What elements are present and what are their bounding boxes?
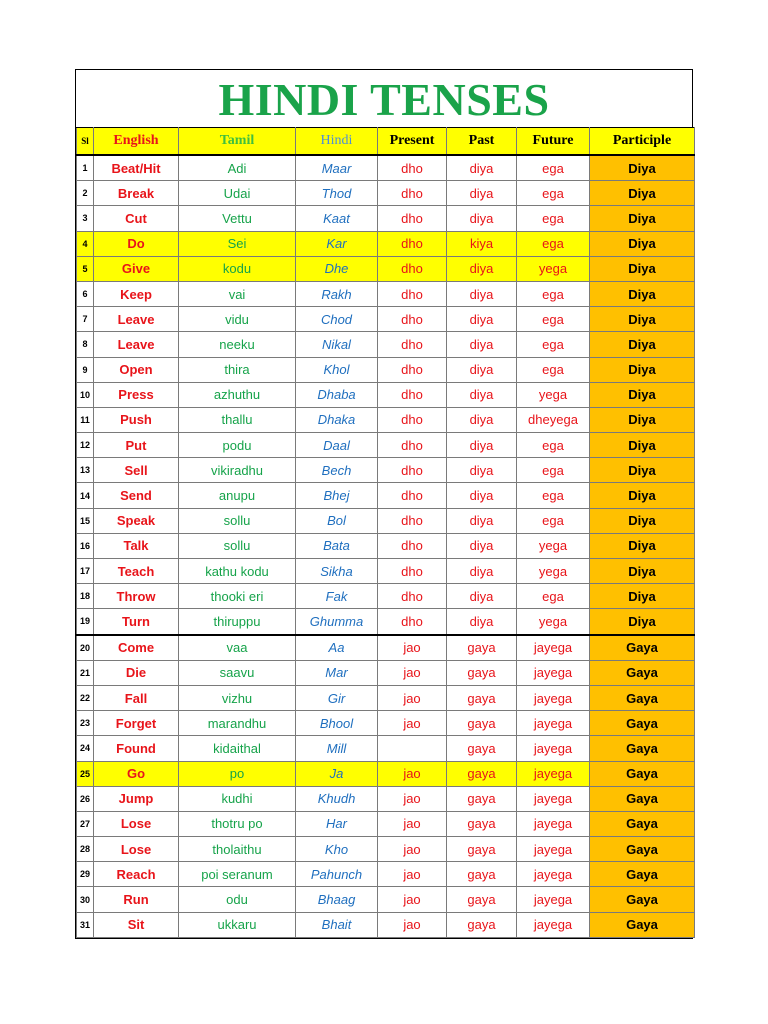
- table-row: [77, 786, 695, 811]
- table-row: [77, 862, 695, 887]
- hindi-cell: Bhaag: [296, 887, 378, 912]
- present-cell: dho: [378, 433, 447, 458]
- past-cell: gaya: [447, 887, 517, 912]
- participle-cell: Gaya: [590, 837, 695, 862]
- future-cell: jayega: [517, 811, 590, 836]
- participle-cell: Gaya: [590, 685, 695, 710]
- future-cell: ega: [517, 483, 590, 508]
- hindi-cell: Ghumma: [296, 609, 378, 635]
- table-row: [77, 584, 695, 609]
- past-cell: gaya: [447, 660, 517, 685]
- past-cell: gaya: [447, 912, 517, 937]
- future-cell: jayega: [517, 711, 590, 736]
- sl-cell: 1: [77, 155, 94, 181]
- present-cell: jao: [378, 786, 447, 811]
- sl-cell: 31: [77, 912, 94, 937]
- sl-cell: 12: [77, 433, 94, 458]
- hindi-cell: Thod: [296, 181, 378, 206]
- tamil-cell: kudhi: [179, 786, 296, 811]
- hindi-cell: Har: [296, 811, 378, 836]
- sl-cell: 23: [77, 711, 94, 736]
- past-cell: diya: [447, 357, 517, 382]
- present-cell: dho: [378, 483, 447, 508]
- hindi-cell: Mar: [296, 660, 378, 685]
- tamil-cell: sollu: [179, 533, 296, 558]
- sl-cell: 14: [77, 483, 94, 508]
- sl-cell: 30: [77, 887, 94, 912]
- hindi-cell: Rakh: [296, 281, 378, 306]
- participle-cell: Diya: [590, 332, 695, 357]
- hindi-cell: Bata: [296, 533, 378, 558]
- hindi-cell: Dhe: [296, 256, 378, 281]
- hindi-cell: Bol: [296, 508, 378, 533]
- sl-cell: 10: [77, 382, 94, 407]
- table-body: [77, 155, 695, 937]
- table-row: [77, 660, 695, 685]
- present-cell: dho: [378, 256, 447, 281]
- past-cell: diya: [447, 256, 517, 281]
- hindi-cell: Mill: [296, 736, 378, 761]
- past-cell: diya: [447, 155, 517, 181]
- present-cell: dho: [378, 533, 447, 558]
- tamil-cell: thiruppu: [179, 609, 296, 635]
- hindi-cell: Bhait: [296, 912, 378, 937]
- future-cell: ega: [517, 181, 590, 206]
- table-row: [77, 761, 695, 786]
- hindi-cell: Gir: [296, 685, 378, 710]
- tamil-cell: marandhu: [179, 711, 296, 736]
- english-cell: Lose: [94, 811, 179, 836]
- english-cell: Speak: [94, 508, 179, 533]
- past-cell: diya: [447, 584, 517, 609]
- participle-cell: Diya: [590, 206, 695, 231]
- present-cell: dho: [378, 458, 447, 483]
- future-cell: yega: [517, 533, 590, 558]
- sl-cell: 27: [77, 811, 94, 836]
- past-cell: diya: [447, 181, 517, 206]
- future-cell: yega: [517, 609, 590, 635]
- participle-cell: Diya: [590, 483, 695, 508]
- participle-cell: Diya: [590, 508, 695, 533]
- tamil-cell: thooki eri: [179, 584, 296, 609]
- tamil-cell: po: [179, 761, 296, 786]
- table-row: [77, 811, 695, 836]
- future-cell: jayega: [517, 761, 590, 786]
- table-row: [77, 837, 695, 862]
- english-cell: Break: [94, 181, 179, 206]
- future-cell: ega: [517, 508, 590, 533]
- future-cell: ega: [517, 332, 590, 357]
- table-row: [77, 281, 695, 306]
- participle-cell: Diya: [590, 256, 695, 281]
- tamil-cell: kidaithal: [179, 736, 296, 761]
- past-cell: diya: [447, 508, 517, 533]
- english-cell: Open: [94, 357, 179, 382]
- present-cell: dho: [378, 231, 447, 256]
- hindi-cell: Dhaba: [296, 382, 378, 407]
- past-cell: gaya: [447, 811, 517, 836]
- table-row: [77, 458, 695, 483]
- table-row: [77, 887, 695, 912]
- participle-cell: Gaya: [590, 736, 695, 761]
- tamil-cell: podu: [179, 433, 296, 458]
- present-cell: jao: [378, 811, 447, 836]
- past-cell: diya: [447, 407, 517, 432]
- tamil-cell: Udai: [179, 181, 296, 206]
- english-cell: Beat/Hit: [94, 155, 179, 181]
- sl-cell: 22: [77, 685, 94, 710]
- sl-cell: 7: [77, 307, 94, 332]
- table-row: [77, 382, 695, 407]
- tamil-cell: Adi: [179, 155, 296, 181]
- hindi-cell: Kho: [296, 837, 378, 862]
- header-participle: Participle: [590, 128, 695, 156]
- hindi-cell: Bhool: [296, 711, 378, 736]
- english-cell: Go: [94, 761, 179, 786]
- participle-cell: Diya: [590, 181, 695, 206]
- present-cell: jao: [378, 660, 447, 685]
- present-cell: [378, 736, 447, 761]
- future-cell: ega: [517, 307, 590, 332]
- participle-cell: Diya: [590, 231, 695, 256]
- tamil-cell: thira: [179, 357, 296, 382]
- english-cell: Come: [94, 635, 179, 661]
- english-cell: Give: [94, 256, 179, 281]
- header-hindi: Hindi: [296, 128, 378, 156]
- tamil-cell: Vettu: [179, 206, 296, 231]
- header-tamil: Tamil: [179, 128, 296, 156]
- participle-cell: Diya: [590, 382, 695, 407]
- present-cell: jao: [378, 837, 447, 862]
- tamil-cell: ukkaru: [179, 912, 296, 937]
- future-cell: jayega: [517, 912, 590, 937]
- english-cell: Reach: [94, 862, 179, 887]
- participle-cell: Diya: [590, 407, 695, 432]
- present-cell: jao: [378, 761, 447, 786]
- hindi-cell: Pahunch: [296, 862, 378, 887]
- future-cell: jayega: [517, 660, 590, 685]
- participle-cell: Diya: [590, 609, 695, 635]
- participle-cell: Diya: [590, 281, 695, 306]
- present-cell: dho: [378, 609, 447, 635]
- hindi-cell: Ja: [296, 761, 378, 786]
- present-cell: jao: [378, 685, 447, 710]
- english-cell: Leave: [94, 307, 179, 332]
- table-row: [77, 256, 695, 281]
- tamil-cell: anupu: [179, 483, 296, 508]
- present-cell: dho: [378, 206, 447, 231]
- past-cell: gaya: [447, 635, 517, 661]
- english-cell: Press: [94, 382, 179, 407]
- english-cell: Do: [94, 231, 179, 256]
- table-row: [77, 483, 695, 508]
- table-row: [77, 736, 695, 761]
- present-cell: jao: [378, 912, 447, 937]
- english-cell: Send: [94, 483, 179, 508]
- hindi-cell: Dhaka: [296, 407, 378, 432]
- hindi-cell: Bhej: [296, 483, 378, 508]
- english-cell: Run: [94, 887, 179, 912]
- tenses-table: [76, 127, 695, 938]
- tamil-cell: vizhu: [179, 685, 296, 710]
- table-row: [77, 332, 695, 357]
- future-cell: ega: [517, 458, 590, 483]
- table-row: [77, 609, 695, 635]
- sl-cell: 11: [77, 407, 94, 432]
- past-cell: gaya: [447, 711, 517, 736]
- sl-cell: 17: [77, 559, 94, 584]
- sl-cell: 5: [77, 256, 94, 281]
- tamil-cell: tholaithu: [179, 837, 296, 862]
- tamil-cell: thotru po: [179, 811, 296, 836]
- past-cell: diya: [447, 332, 517, 357]
- sl-cell: 8: [77, 332, 94, 357]
- header-row: [77, 128, 695, 156]
- past-cell: gaya: [447, 761, 517, 786]
- participle-cell: Gaya: [590, 786, 695, 811]
- hindi-cell: Bech: [296, 458, 378, 483]
- english-cell: Cut: [94, 206, 179, 231]
- table-row: [77, 711, 695, 736]
- table-row: [77, 508, 695, 533]
- table-row: [77, 685, 695, 710]
- hindi-cell: Kar: [296, 231, 378, 256]
- sl-cell: 21: [77, 660, 94, 685]
- english-cell: Throw: [94, 584, 179, 609]
- present-cell: dho: [378, 307, 447, 332]
- future-cell: jayega: [517, 862, 590, 887]
- past-cell: diya: [447, 483, 517, 508]
- future-cell: ega: [517, 357, 590, 382]
- future-cell: yega: [517, 256, 590, 281]
- hindi-cell: Fak: [296, 584, 378, 609]
- future-cell: jayega: [517, 635, 590, 661]
- participle-cell: Diya: [590, 559, 695, 584]
- present-cell: dho: [378, 584, 447, 609]
- tamil-cell: azhuthu: [179, 382, 296, 407]
- header-english: English: [94, 128, 179, 156]
- tamil-cell: sollu: [179, 508, 296, 533]
- present-cell: dho: [378, 155, 447, 181]
- tamil-cell: saavu: [179, 660, 296, 685]
- past-cell: diya: [447, 307, 517, 332]
- sl-cell: 25: [77, 761, 94, 786]
- future-cell: yega: [517, 559, 590, 584]
- english-cell: Fall: [94, 685, 179, 710]
- participle-cell: Gaya: [590, 635, 695, 661]
- hindi-cell: Sikha: [296, 559, 378, 584]
- future-cell: ega: [517, 231, 590, 256]
- participle-cell: Gaya: [590, 711, 695, 736]
- english-cell: Turn: [94, 609, 179, 635]
- past-cell: gaya: [447, 837, 517, 862]
- future-cell: jayega: [517, 786, 590, 811]
- hindi-cell: Aa: [296, 635, 378, 661]
- participle-cell: Diya: [590, 433, 695, 458]
- table-row: [77, 357, 695, 382]
- future-cell: dheyega: [517, 407, 590, 432]
- english-cell: Sell: [94, 458, 179, 483]
- tamil-cell: kodu: [179, 256, 296, 281]
- table-row: [77, 307, 695, 332]
- sl-cell: 4: [77, 231, 94, 256]
- sl-cell: 3: [77, 206, 94, 231]
- future-cell: jayega: [517, 685, 590, 710]
- present-cell: jao: [378, 862, 447, 887]
- participle-cell: Diya: [590, 533, 695, 558]
- english-cell: Put: [94, 433, 179, 458]
- past-cell: diya: [447, 533, 517, 558]
- future-cell: jayega: [517, 736, 590, 761]
- tamil-cell: poi seranum: [179, 862, 296, 887]
- english-cell: Push: [94, 407, 179, 432]
- table-row: [77, 533, 695, 558]
- present-cell: dho: [378, 382, 447, 407]
- header-past: Past: [447, 128, 517, 156]
- english-cell: Die: [94, 660, 179, 685]
- tamil-cell: thallu: [179, 407, 296, 432]
- sl-cell: 13: [77, 458, 94, 483]
- tamil-cell: vai: [179, 281, 296, 306]
- english-cell: Jump: [94, 786, 179, 811]
- future-cell: ega: [517, 206, 590, 231]
- past-cell: diya: [447, 281, 517, 306]
- table-row: [77, 433, 695, 458]
- sl-cell: 24: [77, 736, 94, 761]
- past-cell: gaya: [447, 685, 517, 710]
- english-cell: Found: [94, 736, 179, 761]
- past-cell: diya: [447, 458, 517, 483]
- english-cell: Keep: [94, 281, 179, 306]
- table-row: [77, 407, 695, 432]
- hindi-cell: Chod: [296, 307, 378, 332]
- tamil-cell: vidu: [179, 307, 296, 332]
- past-cell: gaya: [447, 736, 517, 761]
- participle-cell: Gaya: [590, 862, 695, 887]
- future-cell: jayega: [517, 837, 590, 862]
- present-cell: dho: [378, 407, 447, 432]
- sl-cell: 20: [77, 635, 94, 661]
- participle-cell: Gaya: [590, 887, 695, 912]
- present-cell: dho: [378, 281, 447, 306]
- sl-cell: 2: [77, 181, 94, 206]
- participle-cell: Diya: [590, 584, 695, 609]
- future-cell: ega: [517, 433, 590, 458]
- present-cell: jao: [378, 635, 447, 661]
- english-cell: Forget: [94, 711, 179, 736]
- participle-cell: Gaya: [590, 660, 695, 685]
- future-cell: ega: [517, 281, 590, 306]
- present-cell: dho: [378, 357, 447, 382]
- hindi-cell: Nikal: [296, 332, 378, 357]
- participle-cell: Diya: [590, 307, 695, 332]
- hindi-cell: Kaat: [296, 206, 378, 231]
- hindi-cell: Maar: [296, 155, 378, 181]
- past-cell: kiya: [447, 231, 517, 256]
- tamil-cell: odu: [179, 887, 296, 912]
- sl-cell: 19: [77, 609, 94, 635]
- past-cell: gaya: [447, 786, 517, 811]
- tamil-cell: neeku: [179, 332, 296, 357]
- table-row: [77, 559, 695, 584]
- table-row: [77, 912, 695, 937]
- english-cell: Lose: [94, 837, 179, 862]
- participle-cell: Gaya: [590, 912, 695, 937]
- table-row: [77, 206, 695, 231]
- sl-cell: 9: [77, 357, 94, 382]
- table-row: [77, 635, 695, 661]
- header-present: Present: [378, 128, 447, 156]
- past-cell: diya: [447, 206, 517, 231]
- sl-cell: 29: [77, 862, 94, 887]
- table-row: [77, 181, 695, 206]
- tamil-cell: Sei: [179, 231, 296, 256]
- present-cell: jao: [378, 711, 447, 736]
- present-cell: dho: [378, 559, 447, 584]
- future-cell: ega: [517, 155, 590, 181]
- present-cell: jao: [378, 887, 447, 912]
- tamil-cell: vaa: [179, 635, 296, 661]
- future-cell: yega: [517, 382, 590, 407]
- past-cell: diya: [447, 559, 517, 584]
- future-cell: ega: [517, 584, 590, 609]
- participle-cell: Diya: [590, 458, 695, 483]
- participle-cell: Diya: [590, 155, 695, 181]
- past-cell: diya: [447, 433, 517, 458]
- participle-cell: Gaya: [590, 811, 695, 836]
- english-cell: Talk: [94, 533, 179, 558]
- present-cell: dho: [378, 332, 447, 357]
- sl-cell: 28: [77, 837, 94, 862]
- english-cell: Sit: [94, 912, 179, 937]
- tamil-cell: vikiradhu: [179, 458, 296, 483]
- table-row: [77, 231, 695, 256]
- past-cell: diya: [447, 609, 517, 635]
- past-cell: gaya: [447, 862, 517, 887]
- present-cell: dho: [378, 181, 447, 206]
- header-sl: Sl: [77, 128, 94, 156]
- english-cell: Leave: [94, 332, 179, 357]
- hindi-cell: Khol: [296, 357, 378, 382]
- tenses-sheet: [75, 69, 693, 939]
- hindi-cell: Daal: [296, 433, 378, 458]
- participle-cell: Diya: [590, 357, 695, 382]
- sl-cell: 18: [77, 584, 94, 609]
- page-title: HINDI TENSES: [218, 74, 550, 125]
- hindi-cell: Khudh: [296, 786, 378, 811]
- present-cell: dho: [378, 508, 447, 533]
- table-row: [77, 155, 695, 181]
- participle-cell: Gaya: [590, 761, 695, 786]
- sl-cell: 26: [77, 786, 94, 811]
- sl-cell: 15: [77, 508, 94, 533]
- english-cell: Teach: [94, 559, 179, 584]
- sl-cell: 6: [77, 281, 94, 306]
- past-cell: diya: [447, 382, 517, 407]
- sl-cell: 16: [77, 533, 94, 558]
- header-future: Future: [517, 128, 590, 156]
- tamil-cell: kathu kodu: [179, 559, 296, 584]
- future-cell: jayega: [517, 887, 590, 912]
